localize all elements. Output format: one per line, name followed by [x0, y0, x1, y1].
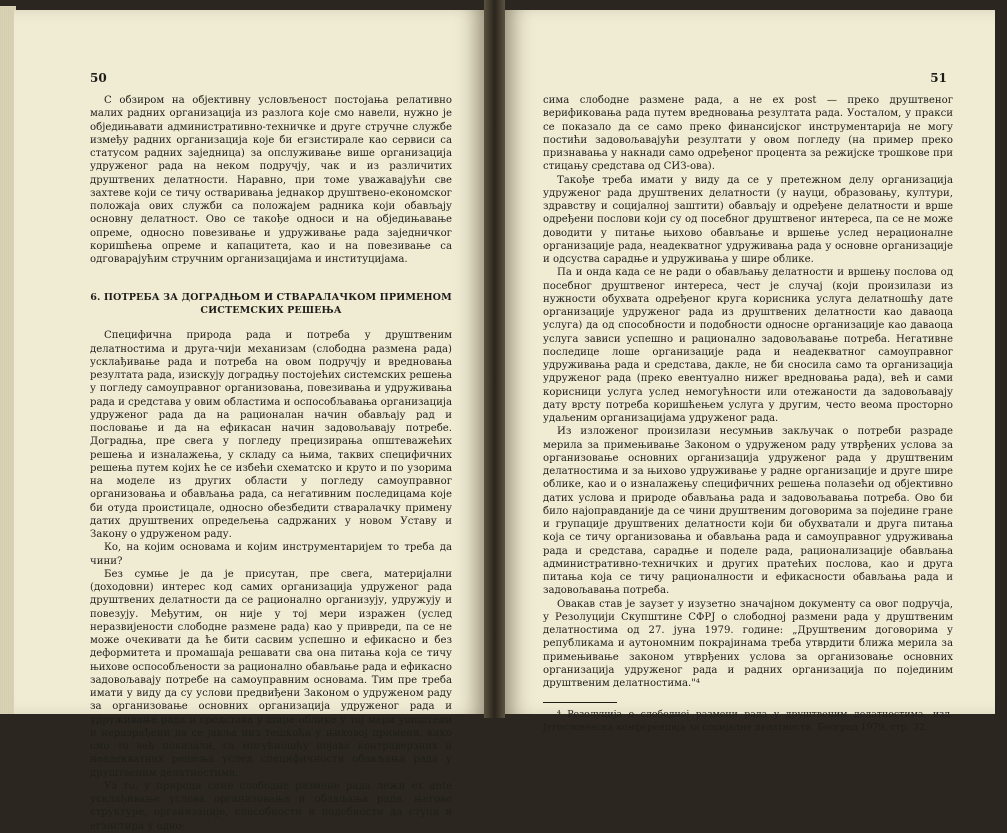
paragraph: Па и онда када се не ради о обављању делатности и вршењу послова од посебног друштвеног интереса, чест је случај (који произилази из нужности обухвата одређеног круга корисника услуга делатношћу дате организације удруженог рада из друштвених делатности као даваоца услуга) да од способности и подобности односне организације као даваоца услуга зависи успешно и рационално задовољавање потреба. Негативне последице лоше организације рада и неадекватног самоуправног удруживања рада и средстава, дакле, не би сносила само та организација удруженог рада (преко евентуално нижег вредновања рада), већ и сами корисници услуга услед немогућности или отежаности да задовољавају дату врсту потреба коришћењем услуга у другим, често веома просторно удаљеним организацијама удруженог рада. — [543, 267, 953, 424]
paragraph: Специфична природа рада и потреба у друштвеним делатностима и друга-чији механизам (слободна размена рада) усклађивање рада и потреба на овом подручју и вредновања резултата рада, изискују доградњу постојећих системских решења у погледу самоуправног организовања, повезивања и удруживања рада и средстава у овим областима и оспособљавања организација удруженог рада да на рационалан начин обављају рад и пословање и да на ефикасан начин задовољавају потребе. Доградња, пре свега у погледу прецизирања општеважећих решења и изналажења, у складу са њима, таквих специфичних решења путем којих ће се избећи схематско и круто и по узорима на моделе из других области у погледу самоуправног организовања и обављања рада, са негативним последицама које би отуда проистицале, односно обезбедити стваралачку примену датих друштвених опредељења садржаних у новом Уставу и Закону о удруженом раду. — [90, 330, 452, 540]
page-number: 51 — [930, 71, 947, 85]
left-page — [14, 10, 484, 832]
paragraph: Из изложеног произилази несумњив закључак о потреби разраде мерила за примењивање Законом о удруженом раду утврђених услова за организовање основних организација удруженог рада у друштвеним делатностима и за њихово удруживање у радне организације и друге шире облике, као и о изналажењу специфичних решења полазећи од објективно датих услова и природе обављања рада и задовољавања потреба. Ово би било најоправданије да се чини друштвеним договорима за поједине гране и групације друштвених делатности који би обухватали и друга питања која се тичу организовања и обављања рада и самоуправног удруживања рада и средстава, сарадње и поделе рада, рационализације обављања административно-техничких и других пратећих послова, као и друга питања која се тичу рационалности и ефикасности обављања рада и задовољавања потреба. — [543, 426, 953, 597]
paragraph: Такође треба имати у виду да се у претежном делу организација удруженог рада друштвених делатности (у науци, образовању, култури, здравству и социјалној заштити) обављају и одређене делатности и врше одређени послови који су од посебног друштвеног интереса, па се не може доводити у питање њихово обављање и вршење услед нерационалне организације рада, неадекватног удруживања рада у основне организације и одсуства сарадње и удруживања у шире облике. — [543, 174, 953, 265]
right-page-text — [543, 94, 953, 734]
paragraph: Ко, на којим основама и којим инструментаријем то треба да чини? — [90, 542, 452, 567]
book-gutter — [484, 0, 505, 718]
left-page-text — [90, 94, 452, 833]
footnote: ⁴ Резолуција о слободној размени рада у друштвеним делатностима, изд. Југословенска конференција за социјалне делатности, Београд 1979, стр. 32. — [543, 709, 953, 733]
paragraph: С обзиром на објективну условљеност постојања релативно малих радних организација из разлога које смо навели, нужно је обједињавати административно-техничке и друге стручне службе између радних организација које би егзистирале као сервиси са статусом радних заједница) за опслуживање више организација удруженог рада на неком подручју, чак и из различитих друштвених делатности. Наравно, при томе уважавајући све захтеве који се тичу остваривања једнакор друштвено-економског положаја ових служби са положајем радника који обављају основну делатност. Ово се такође односи и на обједињавање опреме, односно повезивање и удруживање рада заједничког коришћења опреме и капацитета, као и на повезивање са одговарајућим стручним организацијама и институцијама. — [90, 95, 452, 265]
section-heading: 6. ПОТРЕБА ЗА ДОГРАДЊОМ И СТВАРАЛАЧКОМ ПРИМЕНОМ СИСТЕМСКИХ РЕШЕЊА — [90, 292, 452, 316]
right-page — [505, 10, 995, 733]
paragraph: Уз то, у природи саме слободне размене рада лежи ex ante усклађивање услова организовања и обављања рада, његове структуре, организације, способности и подобности да ступа и егзистира у одно- — [90, 780, 452, 832]
page-number: 50 — [90, 71, 107, 85]
footnote-rule — [543, 702, 617, 703]
paragraph: Без сумње је да је присутан, пре свега, материјални (доходовни) интерес код самих организација удруженог рада друштвених делатности да се рационално организују, удружују и повезују. Међутим, он није у тој мери изражен (услед неразвијености слободне размене рада) као у привреди, па се не може очекивати да ће бити сасвим успешно и ефикасно и без деформитета и промашаја решавати сва она питања која се тичу њихове оспособљености за рационално обављање рада и ефикасно задовољавају потребе на самоуправним основама. Тим пре треба имати у виду да су услови предвиђени Законом о удруженом раду за организовање основних организација удруженог рада и удруживање рада и средстава у шире облике у тој мери уопштени и неразрађени да се јавља низ тешкоћа у њиховој примени, како смо то већ показали, са могућношћу појава контраверзних и неадекватних решења услед специфичности обављања рада у друштвеним делатностима. — [90, 568, 452, 779]
paragraph: сима слободне размене рада, а не ex post — преко друштвеног верификовања рада путем вредновања резултата рада. Уосталом, у пракси се показало да се само преко финансијског инструментарија не могу постићи задовољавајући резултати у овом погледу (на пример преко признавања у накнади само одређеног процента за режијске трошкове при стицању средстава од СИЗ-ова). — [543, 95, 953, 173]
paragraph: Овакав став је заузет у изузетно значајном документу са овог подручја, у Резолуцији Скупштине СФРЈ о слободној размени рада у друштвеним делатностима од 27. јуна 1979. године: „Друштвеним договорима у републикама и аутономним покрајинама треба утврдити ближа мерила за примењивање законом утврђених услова за организовање основних организација удруженог рада и радних организација по појединим друштвеним делатностима."⁴ — [543, 598, 953, 689]
